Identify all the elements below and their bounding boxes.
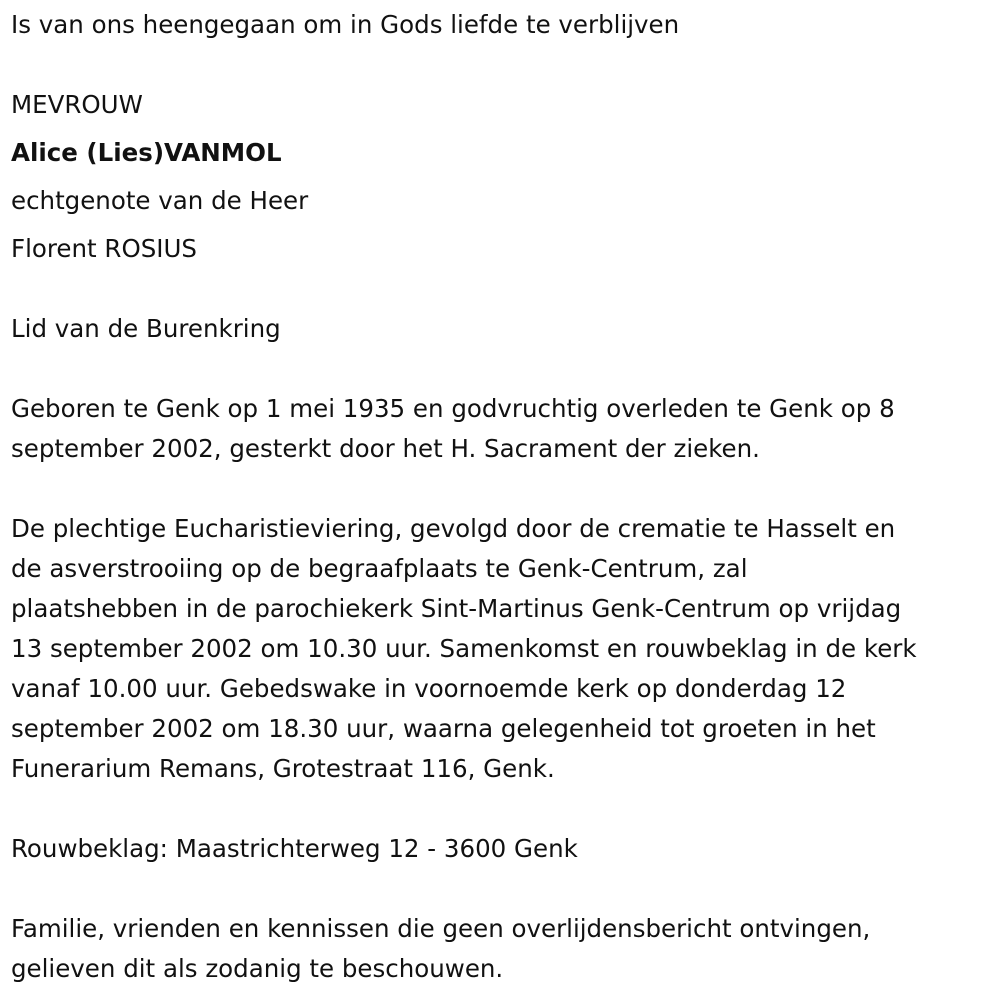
membership-text: Lid van de Burenkring [11, 314, 281, 343]
closing-line-1: Familie, vrienden en kennissen die geen overlijdensbericht ontvingen, [11, 914, 871, 943]
intro-text: Is van ons heengegaan om in Gods liefde te verblijven [11, 10, 680, 39]
ceremony-line-3: plaatshebben in de parochiekerk Sint-Martinus Genk-Centrum op vrijdag [11, 594, 902, 623]
ceremony-line-6: september 2002 om 18.30 uur, waarna gelegenheid tot groeten in het [11, 714, 876, 743]
birth-death-line-2: september 2002, gesterkt door het H. Sacrament der zieken. [11, 434, 760, 463]
ceremony-line-5: vanaf 10.00 uur. Gebedswake in voornoemde kerk op donderdag 12 [11, 674, 847, 703]
spouse-line-1: echtgenote van de Heer [11, 186, 309, 215]
salutation: MEVROUW [11, 90, 143, 119]
ceremony-line-2: de asverstrooiing op de begraafplaats te Genk-Centrum, zal [11, 554, 748, 583]
condolence-address: Rouwbeklag: Maastrichterweg 12 - 3600 Genk [11, 834, 578, 863]
ceremony-line-1: De plechtige Eucharistieviering, gevolgd door de crematie te Hasselt en [11, 514, 896, 543]
deceased-name: Alice (Lies)VANMOL [11, 138, 282, 167]
ceremony-line-7: Funerarium Remans, Grotestraat 116, Genk. [11, 754, 555, 783]
spouse-line-2: Florent ROSIUS [11, 234, 197, 263]
closing-line-2: gelieven dit als zodanig te beschouwen. [11, 954, 504, 983]
birth-death-line-1: Geboren te Genk op 1 mei 1935 en godvruchtig overleden te Genk op 8 [11, 394, 895, 423]
ceremony-line-4: 13 september 2002 om 10.30 uur. Samenkomst en rouwbeklag in de kerk [11, 634, 917, 663]
